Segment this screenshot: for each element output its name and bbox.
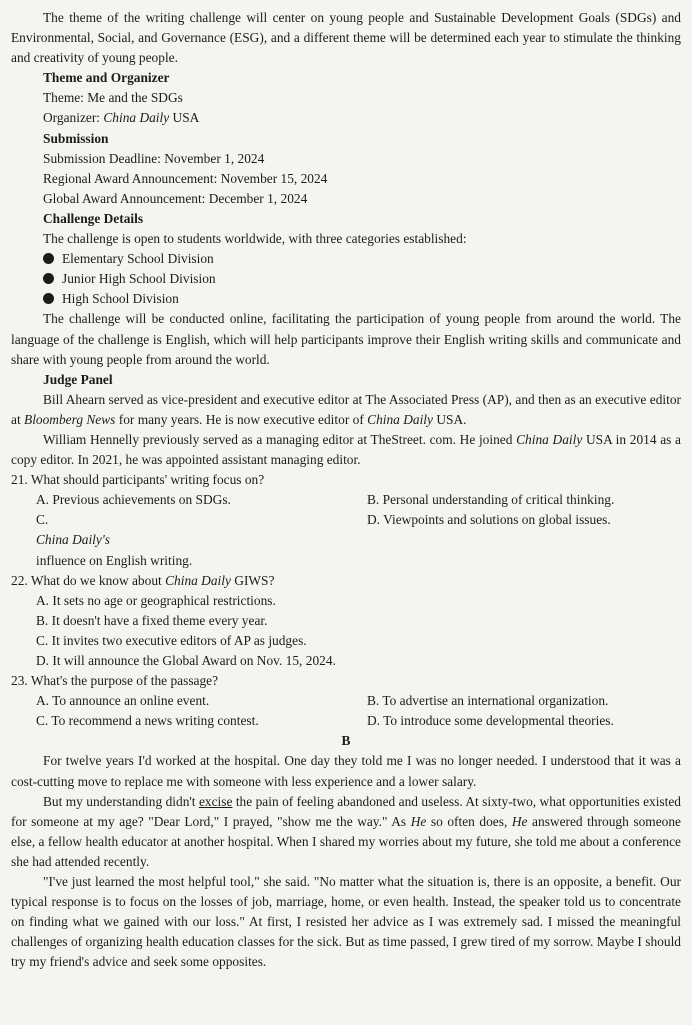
bullet-icon bbox=[43, 273, 54, 284]
q23-options-row2 bbox=[36, 711, 681, 731]
deadline-line: Submission Deadline: November 1, 2024 bbox=[43, 150, 265, 166]
william-paragraph: William Hennelly previously served as a managing editor at TheStreet. com. He joined China Daily USA in 2014 as a copy editor. In 2021, he was appointed assistant managing editor. bbox=[11, 431, 681, 468]
q23-option-b: B. To advertise an international organization. bbox=[367, 693, 609, 709]
details-intro: The challenge is open to students worldwide, with three categories established: bbox=[43, 231, 467, 247]
details-heading: Challenge Details bbox=[43, 210, 144, 226]
q23-option-c: C. To recommend a news writing contest. bbox=[36, 713, 259, 729]
theme-line: Theme: Me and the SDGs bbox=[43, 90, 183, 106]
q23-option-a: A. To announce an online event. bbox=[36, 693, 210, 709]
theme-heading: Theme and Organizer bbox=[43, 70, 170, 86]
intro-paragraph: The theme of the writing challenge will center on young people and Sustainable Development Goals (SDGs) and Environmental, Social, and Governance (ESG), and a different theme will be determined each year to stimulate the thinking and creativity of young people. bbox=[11, 10, 681, 66]
submission-heading: Submission bbox=[43, 130, 109, 146]
bill-paragraph: Bill Ahearn served as vice-president and executive editor at The Associated Press (AP), and then as an executive editor at Bloomberg News for many years. He is now executive editor of China Daily USA. bbox=[11, 391, 681, 427]
bullet-icon bbox=[43, 253, 54, 264]
q21-options-row1 bbox=[36, 490, 681, 510]
division-item: Junior High School Division bbox=[43, 269, 681, 289]
q22-option-b: B. It doesn't have a fixed theme every year. bbox=[36, 612, 268, 628]
question-22: 22. What do we know about China Daily GIWS? bbox=[11, 572, 275, 588]
judge-heading: Judge Panel bbox=[43, 371, 113, 387]
question-23: 23. What's the purpose of the passage? bbox=[11, 673, 219, 689]
question-21: 21. What should participants' writing focus on? bbox=[11, 472, 265, 488]
division-item: High School Division bbox=[43, 289, 681, 309]
q23-options-row1 bbox=[36, 691, 681, 711]
global-award-line: Global Award Announcement: December 1, 2024 bbox=[43, 190, 308, 206]
passage-b-paragraph-2: But my understanding didn't excise the pain of feeling abandoned and useless. At sixty-two, what opportunities existed for someone at my age? "Dear Lord," I prayed, "show me the way." As He so often does, He answered through someone else, a fellow health educator at another hospital. When I shared my worries about my future, she told me about a conference she had attended recently. bbox=[11, 793, 681, 869]
q21-option-d: D. Viewpoints and solutions on global issues. bbox=[367, 512, 611, 528]
q22-option-c: C. It invites two executive editors of AP as judges. bbox=[36, 632, 307, 648]
bullet-icon bbox=[43, 293, 54, 304]
q23-option-d: D. To introduce some developmental theories. bbox=[367, 713, 614, 729]
q22-option-a: A. It sets no age or geographical restrictions. bbox=[36, 592, 276, 608]
passage-b-paragraph-1: For twelve years I'd worked at the hospital. One day they told me I was no longer needed. I understood that it was a cost-cutting move to replace me with someone with less experience and a lower salary. bbox=[11, 753, 681, 789]
division-item: Elementary School Division bbox=[43, 249, 681, 269]
q21-option-c: C. China Daily's influence on English writing. bbox=[36, 512, 193, 568]
q21-option-a: A. Previous achievements on SDGs. bbox=[36, 492, 231, 508]
q22-option-d: D. It will announce the Global Award on Nov. 15, 2024. bbox=[36, 653, 336, 668]
section-b-heading: B bbox=[341, 733, 351, 749]
details-paragraph: The challenge will be conducted online, facilitating the participation of young people from around the world. The language of the challenge is English, which will help participants improve their English writing skills and communicate and share with young people from around the world. bbox=[11, 311, 681, 367]
organizer-line: Organizer: China Daily USA bbox=[43, 110, 200, 126]
q21-option-b: B. Personal understanding of critical thinking. bbox=[367, 492, 615, 508]
regional-award-line: Regional Award Announcement: November 15, 2024 bbox=[43, 170, 328, 186]
q21-options-row2 bbox=[36, 510, 681, 570]
passage-b-paragraph-3: "I've just learned the most helpful tool," she said. "No matter what the situation is, there is an opposite, a benefit. Our typical response is to focus on the losses of job, marriage, home, or even health. Instead, the speaker told us to concentrate on finding what we gained with our loss." At first, I resisted her advice as I was extremely sad. I missed the meaningful challenges of organizing health education classes for the sick. But as time passed, I grew tired of my sorrow. Maybe I should try my friend's advice and seek some opposites. bbox=[11, 874, 681, 970]
